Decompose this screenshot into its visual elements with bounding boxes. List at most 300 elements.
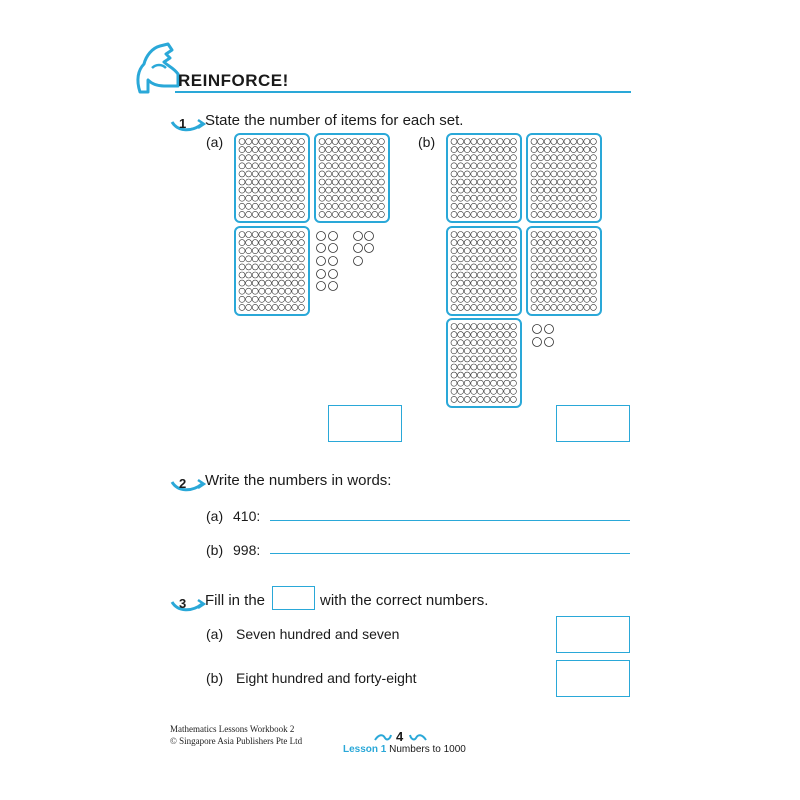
unit-item bbox=[464, 288, 470, 294]
unit-item bbox=[265, 288, 271, 294]
unit-item bbox=[451, 211, 457, 217]
unit-item bbox=[239, 272, 245, 278]
unit-item bbox=[544, 147, 550, 153]
unit-item bbox=[538, 256, 544, 262]
unit-item bbox=[538, 240, 544, 246]
unit-item bbox=[477, 280, 483, 286]
answer-line-2b[interactable] bbox=[270, 553, 630, 554]
unit-item bbox=[557, 171, 563, 177]
unit-item bbox=[504, 139, 510, 145]
question-3-arrow-icon bbox=[168, 594, 206, 616]
unit-item bbox=[464, 163, 470, 169]
unit-item bbox=[484, 280, 490, 286]
unit-item bbox=[504, 211, 510, 217]
unit-item bbox=[504, 280, 510, 286]
unit-item bbox=[365, 232, 374, 241]
unit-item bbox=[279, 248, 285, 254]
unit-item bbox=[246, 264, 252, 270]
unit-item bbox=[451, 304, 457, 310]
unit-item bbox=[491, 211, 497, 217]
hundred-block bbox=[446, 133, 522, 223]
unit-item bbox=[557, 240, 563, 246]
unit-item bbox=[584, 296, 590, 302]
unit-item bbox=[471, 139, 477, 145]
unit-item bbox=[504, 324, 510, 330]
unit-item bbox=[451, 280, 457, 286]
unit-item bbox=[484, 147, 490, 153]
unit-item bbox=[564, 280, 570, 286]
unit-item bbox=[491, 280, 497, 286]
question-3a-label: (a) bbox=[206, 626, 224, 642]
unit-item bbox=[504, 348, 510, 354]
unit-item bbox=[265, 171, 271, 177]
unit-item bbox=[464, 272, 470, 278]
unit-item bbox=[551, 147, 557, 153]
unit-item bbox=[590, 296, 596, 302]
unit-item bbox=[345, 171, 351, 177]
unit-item bbox=[531, 272, 537, 278]
unit-item bbox=[584, 248, 590, 254]
unit-item bbox=[510, 296, 516, 302]
unit-item bbox=[510, 163, 516, 169]
unit-item bbox=[252, 280, 258, 286]
unit-item bbox=[317, 270, 326, 279]
unit-item bbox=[329, 244, 338, 253]
unit-item bbox=[571, 232, 577, 238]
unit-item bbox=[577, 211, 583, 217]
unit-item bbox=[451, 171, 457, 177]
unit-item bbox=[571, 211, 577, 217]
unit-item bbox=[259, 203, 265, 209]
unit-item bbox=[246, 179, 252, 185]
unit-item bbox=[339, 203, 345, 209]
unit-item bbox=[298, 163, 304, 169]
unit-item bbox=[564, 248, 570, 254]
unit-item bbox=[365, 147, 371, 153]
hundred-block bbox=[314, 133, 390, 223]
unit-item bbox=[252, 171, 258, 177]
unit-item bbox=[246, 248, 252, 254]
unit-item bbox=[332, 211, 338, 217]
unit-item bbox=[577, 187, 583, 193]
unit-item bbox=[298, 195, 304, 201]
unit-item bbox=[345, 195, 351, 201]
unit-item bbox=[345, 179, 351, 185]
unit-item bbox=[246, 147, 252, 153]
unit-item bbox=[458, 340, 464, 346]
unit-item bbox=[471, 380, 477, 386]
unit-item bbox=[265, 264, 271, 270]
unit-item bbox=[458, 163, 464, 169]
unit-item bbox=[544, 256, 550, 262]
unit-item bbox=[464, 388, 470, 394]
unit-item bbox=[239, 280, 245, 286]
unit-item bbox=[451, 203, 457, 209]
unit-item bbox=[332, 139, 338, 145]
unit-item bbox=[239, 296, 245, 302]
unit-item bbox=[477, 187, 483, 193]
unit-item bbox=[531, 163, 537, 169]
question-1-number: 1 bbox=[179, 116, 187, 131]
unit-item bbox=[564, 211, 570, 217]
unit-item bbox=[378, 195, 384, 201]
unit-item bbox=[272, 248, 278, 254]
unit-item bbox=[510, 147, 516, 153]
unit-item bbox=[285, 187, 291, 193]
page-ornament-left-icon bbox=[373, 732, 393, 742]
unit-item bbox=[538, 264, 544, 270]
unit-item bbox=[272, 280, 278, 286]
unit-item bbox=[538, 179, 544, 185]
unit-item bbox=[477, 332, 483, 338]
unit-item bbox=[359, 187, 365, 193]
unit-item bbox=[279, 179, 285, 185]
unit-item bbox=[544, 203, 550, 209]
question-1-arrow-icon bbox=[168, 114, 206, 136]
unit-item bbox=[491, 364, 497, 370]
unit-item bbox=[332, 147, 338, 153]
unit-item bbox=[285, 288, 291, 294]
unit-item bbox=[265, 203, 271, 209]
unit-item bbox=[464, 340, 470, 346]
unit-item bbox=[252, 232, 258, 238]
unit-item bbox=[564, 264, 570, 270]
question-1a-label: (a) bbox=[206, 134, 224, 150]
unit-item bbox=[557, 139, 563, 145]
unit-item bbox=[298, 179, 304, 185]
unit-item bbox=[246, 256, 252, 262]
unit-item bbox=[484, 332, 490, 338]
unit-item bbox=[292, 280, 298, 286]
unit-item bbox=[564, 155, 570, 161]
unit-item bbox=[538, 248, 544, 254]
unit-item bbox=[584, 179, 590, 185]
unit-item bbox=[259, 240, 265, 246]
section-title: REINFORCE! bbox=[178, 71, 289, 90]
unit-item bbox=[497, 288, 503, 294]
unit-item bbox=[326, 211, 332, 217]
unit-item bbox=[564, 203, 570, 209]
answer-line-2a[interactable] bbox=[270, 520, 630, 521]
unit-item bbox=[477, 232, 483, 238]
unit-item bbox=[497, 179, 503, 185]
unit-item bbox=[298, 272, 304, 278]
unit-item bbox=[497, 304, 503, 310]
unit-item bbox=[551, 211, 557, 217]
unit-item bbox=[345, 163, 351, 169]
unit-item bbox=[451, 139, 457, 145]
unit-item bbox=[471, 288, 477, 294]
answer-box-1b[interactable] bbox=[556, 405, 630, 442]
unit-item bbox=[551, 256, 557, 262]
unit-item bbox=[464, 396, 470, 402]
unit-item bbox=[557, 187, 563, 193]
unit-item bbox=[298, 232, 304, 238]
unit-item bbox=[365, 163, 371, 169]
question-3b-label: (b) bbox=[206, 670, 224, 686]
unit-item bbox=[471, 388, 477, 394]
unit-item bbox=[317, 232, 326, 241]
unit-item bbox=[544, 264, 550, 270]
unit-item bbox=[504, 288, 510, 294]
unit-item bbox=[464, 187, 470, 193]
unit-item bbox=[504, 179, 510, 185]
unit-item bbox=[285, 139, 291, 145]
unit-item bbox=[538, 195, 544, 201]
unit-item bbox=[246, 171, 252, 177]
unit-item bbox=[332, 155, 338, 161]
unit-item bbox=[372, 147, 378, 153]
unit-item bbox=[491, 396, 497, 402]
unit-item bbox=[458, 195, 464, 201]
unit-item bbox=[477, 155, 483, 161]
unit-item bbox=[326, 203, 332, 209]
answer-box-3a[interactable] bbox=[556, 616, 630, 653]
unit-item bbox=[285, 272, 291, 278]
unit-item bbox=[577, 272, 583, 278]
unit-item bbox=[372, 139, 378, 145]
unit-item bbox=[265, 147, 271, 153]
unit-item bbox=[359, 179, 365, 185]
unit-item bbox=[510, 332, 516, 338]
unit-item bbox=[504, 163, 510, 169]
ones-group-b bbox=[530, 322, 560, 352]
unit-item bbox=[285, 304, 291, 310]
unit-item bbox=[590, 288, 596, 294]
unit-item bbox=[458, 179, 464, 185]
unit-item bbox=[272, 139, 278, 145]
unit-item bbox=[272, 179, 278, 185]
unit-item bbox=[458, 372, 464, 378]
unit-item bbox=[298, 147, 304, 153]
unit-item bbox=[298, 211, 304, 217]
unit-item bbox=[590, 187, 596, 193]
unit-item bbox=[279, 264, 285, 270]
unit-item bbox=[298, 256, 304, 262]
unit-item bbox=[345, 203, 351, 209]
unit-item bbox=[577, 264, 583, 270]
unit-item bbox=[497, 203, 503, 209]
unit-item bbox=[571, 240, 577, 246]
unit-item bbox=[577, 155, 583, 161]
unit-item bbox=[557, 248, 563, 254]
unit-item bbox=[298, 264, 304, 270]
unit-item bbox=[557, 304, 563, 310]
unit-item bbox=[451, 195, 457, 201]
unit-item bbox=[464, 171, 470, 177]
unit-item bbox=[451, 296, 457, 302]
unit-item bbox=[285, 179, 291, 185]
unit-item bbox=[285, 211, 291, 217]
unit-item bbox=[458, 171, 464, 177]
unit-item bbox=[557, 232, 563, 238]
unit-item bbox=[458, 211, 464, 217]
unit-item bbox=[571, 296, 577, 302]
unit-item bbox=[259, 163, 265, 169]
unit-item bbox=[538, 139, 544, 145]
unit-item bbox=[497, 372, 503, 378]
unit-item bbox=[538, 203, 544, 209]
unit-item bbox=[458, 147, 464, 153]
unit-item bbox=[451, 256, 457, 262]
unit-item bbox=[239, 211, 245, 217]
unit-item bbox=[464, 155, 470, 161]
unit-item bbox=[557, 211, 563, 217]
unit-item bbox=[497, 272, 503, 278]
unit-item bbox=[484, 380, 490, 386]
unit-item bbox=[292, 195, 298, 201]
unit-item bbox=[298, 304, 304, 310]
hundred-grid bbox=[450, 230, 518, 312]
unit-item bbox=[571, 187, 577, 193]
unit-item bbox=[458, 364, 464, 370]
unit-item bbox=[590, 248, 596, 254]
question-2a-label: (a) bbox=[206, 508, 224, 524]
unit-item bbox=[285, 248, 291, 254]
unit-item bbox=[531, 256, 537, 262]
unit-item bbox=[504, 240, 510, 246]
unit-item bbox=[285, 240, 291, 246]
unit-item bbox=[451, 155, 457, 161]
unit-item bbox=[292, 304, 298, 310]
unit-item bbox=[339, 139, 345, 145]
unit-item bbox=[345, 139, 351, 145]
unit-item bbox=[329, 257, 338, 266]
unit-item bbox=[332, 187, 338, 193]
unit-item bbox=[292, 187, 298, 193]
unit-item bbox=[252, 163, 258, 169]
unit-item bbox=[239, 163, 245, 169]
unit-item bbox=[339, 147, 345, 153]
answer-box-1a[interactable] bbox=[328, 405, 402, 442]
unit-item bbox=[239, 248, 245, 254]
unit-item bbox=[590, 195, 596, 201]
unit-item bbox=[317, 282, 326, 291]
unit-item bbox=[531, 248, 537, 254]
unit-item bbox=[378, 139, 384, 145]
unit-item bbox=[477, 147, 483, 153]
unit-item bbox=[571, 304, 577, 310]
unit-item bbox=[590, 203, 596, 209]
unit-item bbox=[259, 256, 265, 262]
unit-item bbox=[538, 272, 544, 278]
unit-item bbox=[571, 264, 577, 270]
unit-item bbox=[491, 356, 497, 362]
unit-item bbox=[471, 211, 477, 217]
unit-item bbox=[484, 171, 490, 177]
unit-item bbox=[551, 155, 557, 161]
unit-item bbox=[477, 211, 483, 217]
unit-item bbox=[326, 171, 332, 177]
unit-item bbox=[326, 155, 332, 161]
unit-item bbox=[497, 280, 503, 286]
unit-item bbox=[491, 304, 497, 310]
unit-item bbox=[577, 296, 583, 302]
unit-item bbox=[378, 211, 384, 217]
answer-box-3b[interactable] bbox=[556, 660, 630, 697]
unit-item bbox=[279, 171, 285, 177]
unit-item bbox=[510, 203, 516, 209]
unit-item bbox=[538, 211, 544, 217]
unit-item bbox=[557, 280, 563, 286]
unit-item bbox=[451, 147, 457, 153]
unit-item bbox=[557, 163, 563, 169]
unit-item bbox=[292, 203, 298, 209]
unit-item bbox=[504, 187, 510, 193]
unit-item bbox=[577, 232, 583, 238]
unit-item bbox=[544, 296, 550, 302]
unit-item bbox=[477, 324, 483, 330]
unit-item bbox=[564, 256, 570, 262]
unit-item bbox=[564, 240, 570, 246]
unit-item bbox=[471, 272, 477, 278]
unit-item bbox=[510, 340, 516, 346]
unit-item bbox=[544, 280, 550, 286]
question-3b-text: Eight hundred and forty-eight bbox=[236, 670, 417, 686]
hundred-grid bbox=[450, 137, 518, 219]
unit-item bbox=[259, 232, 265, 238]
unit-item bbox=[252, 248, 258, 254]
unit-item bbox=[504, 195, 510, 201]
unit-item bbox=[471, 195, 477, 201]
unit-item bbox=[491, 264, 497, 270]
unit-item bbox=[564, 195, 570, 201]
unit-item bbox=[352, 147, 358, 153]
unit-item bbox=[497, 171, 503, 177]
unit-item bbox=[477, 356, 483, 362]
lesson-title: Numbers to 1000 bbox=[389, 744, 466, 755]
unit-item bbox=[272, 304, 278, 310]
unit-item bbox=[239, 288, 245, 294]
unit-item bbox=[352, 203, 358, 209]
unit-item bbox=[451, 372, 457, 378]
unit-item bbox=[272, 211, 278, 217]
unit-item bbox=[590, 155, 596, 161]
unit-item bbox=[285, 147, 291, 153]
unit-item bbox=[544, 211, 550, 217]
unit-item bbox=[510, 272, 516, 278]
unit-item bbox=[279, 232, 285, 238]
unit-item bbox=[239, 256, 245, 262]
unit-item bbox=[239, 264, 245, 270]
unit-item bbox=[339, 211, 345, 217]
unit-item bbox=[571, 171, 577, 177]
unit-item bbox=[571, 155, 577, 161]
unit-item bbox=[285, 195, 291, 201]
unit-item bbox=[279, 256, 285, 262]
unit-item bbox=[292, 296, 298, 302]
unit-item bbox=[504, 256, 510, 262]
unit-item bbox=[484, 139, 490, 145]
unit-item bbox=[326, 179, 332, 185]
unit-item bbox=[285, 171, 291, 177]
unit-item bbox=[584, 232, 590, 238]
unit-item bbox=[279, 296, 285, 302]
unit-item bbox=[564, 179, 570, 185]
unit-item bbox=[577, 139, 583, 145]
unit-item bbox=[298, 248, 304, 254]
hundred-block bbox=[446, 226, 522, 316]
unit-item bbox=[265, 195, 271, 201]
unit-item bbox=[577, 280, 583, 286]
unit-item bbox=[531, 171, 537, 177]
unit-item bbox=[533, 338, 542, 347]
unit-item bbox=[339, 187, 345, 193]
unit-item bbox=[246, 232, 252, 238]
unit-item bbox=[544, 179, 550, 185]
unit-item bbox=[577, 195, 583, 201]
unit-item bbox=[491, 147, 497, 153]
